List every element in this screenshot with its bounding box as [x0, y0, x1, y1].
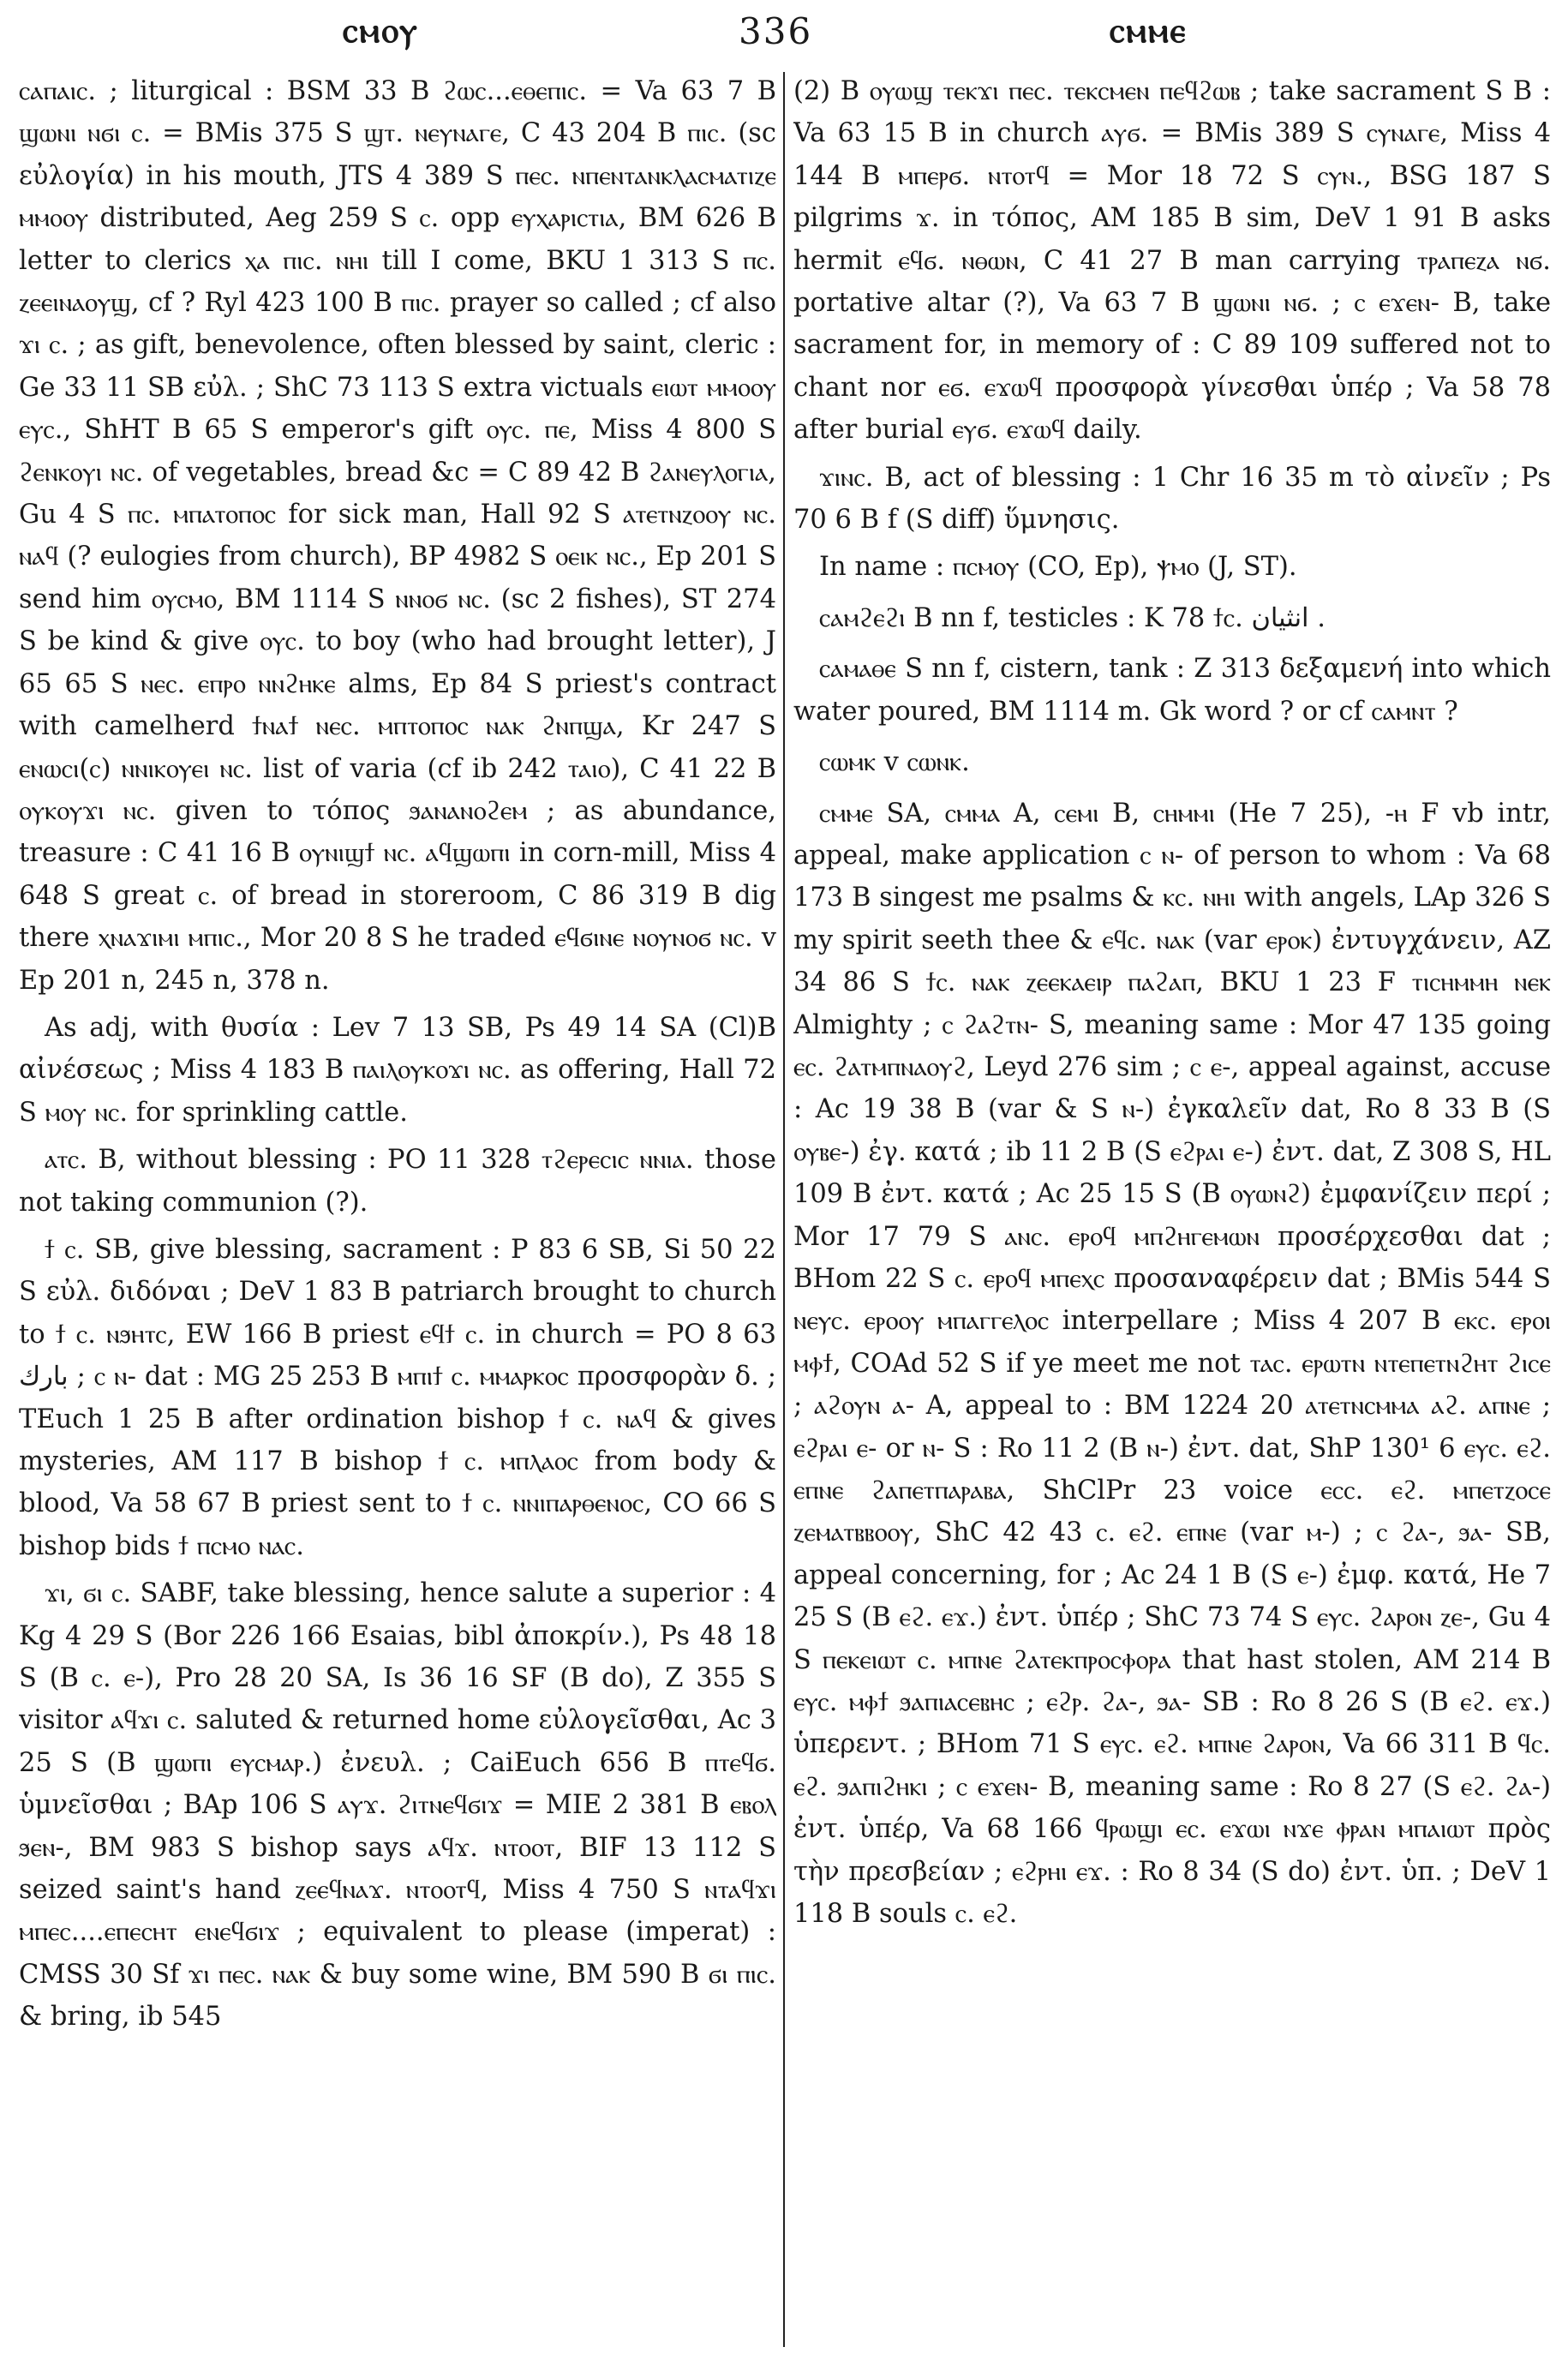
entry-paragraph: ⲥⲁⲡⲁⲓⲥ. ; liturgical : BSM 33 B ϩⲱⲥ...ⲉⲑⲉⲡⲓⲥ. = Va 63 7 B ϣⲱⲛⲓ ⲛϭⲓ ⲥ. = BMis 375 S ϣⲧ. ⲛⲉⲩⲛⲁⲅⲉ, C 43 204 B ⲡⲓⲥ. (sc εὐλογία) in his mouth, JTS 4 389 S ⲡⲉⲥ. ⲛⲡⲉⲛⲧⲁⲛⲕⲗⲁⲥⲙⲁⲧⲓⲍⲉ ⲙⲙⲟⲟⲩ distributed, Aeg 259 S ⲥ. opp ⲉⲩⲭⲁⲣⲓⲥⲧⲓⲁ, BM 626 B letter to clerics ⲭⲁ ⲡⲓⲥ. ⲛⲏⲓ till I come, BKU 1 313 S ⲡⲥ. ⲍⲉⲉⲓⲛⲁⲟⲩϣ, cf ? Ryl 423 100 B ⲡⲓⲥ. prayer so called ; cf also ϫⲓ ⲥ. ; as gift, benevolence, often blessed by saint, cleric : Ge 33 11 SB εὐλ. ; ShC 73 113 S extra victuals ⲉⲓⲱⲧ ⲙⲙⲟⲟⲩ ⲉⲩⲥ., ShHT B 65 S emperor's gift ⲟⲩⲥ. ⲡⲉ, Miss 4 800 S ϩⲉⲛⲕⲟⲩⲓ ⲛⲥ. of vegetables, bread &c = C 89 42 B ϩⲁⲛⲉⲩⲗⲟⲅⲓⲁ, Gu 4 S ⲡⲥ. ⲙⲡⲁⲧⲟⲡⲟⲥ for sick man, Hall 92 S ⲁⲧⲉⲧⲛⲍⲟⲟⲩ ⲛⲥ. ⲛⲁϥ (? eulogies from church), BP 4982 S ⲟⲉⲓⲕ ⲛⲥ., Ep 201 S send him ⲟⲩⲥⲙⲟ, BM 1114 S ⲛⲛⲟϭ ⲛⲥ. (sc 2 fishes), ST 274 S be kind & give ⲟⲩⲥ. to boy (who had brought letter), J 65 65 S ⲛⲉⲥ. ⲉⲡⲣⲟ ⲛⲛϩⲏⲕⲉ alms, Ep 84 S priest's contract with camelherd ϯⲛⲁϯ ⲛⲉⲥ. ⲙⲡⲧⲟⲡⲟⲥ ⲛⲁⲕ ϩⲛⲡϣⲁ, Kr 247 S ⲉⲛⲱⲥⲓ(ⲥ) ⲛⲛⲓⲕⲟⲩⲉⲓ ⲛⲥ. list of varia (cf ib 242 ⲧⲁⲓⲟ), C 41 22 B ⲟⲩⲕⲟⲩϫⲓ ⲛⲥ. given to τόπος ϧⲁⲛⲁⲛⲟϩⲉⲙ ; as abundance, treasure : C 41 16 B ⲟⲩⲛⲓϣϯ ⲛⲥ. ⲁϥϣⲱⲡⲓ in corn-mill, Miss 4 648 S great ⲥ. of bread in storeroom, C 86 319 B dig there ⲭⲛⲁϫⲓⲙⲓ ⲙⲡⲓⲥ., Mor 20 8 S he traded ⲉϥϭⲓⲛⲉ ⲛⲟⲩⲛⲟϭ ⲛⲥ. v Ep 201 n, 245 n, 378 n.: [19, 76, 776, 996]
lemma-entry: ⲥⲙⲙⲉ SA, ⲥⲙⲙⲁ A, ⲥⲉⲙⲓ B, ⲥⲏⲙⲙⲓ (He 7 25), -ⲏ F vb intr, appeal, make application ⲥ ⲛ- of person to whom : Va 68 173 B singest me psalms & ⲕⲥ. ⲛⲏⲓ with angels, LAp 326 S my spirit seeth thee & ⲉϥⲥ. ⲛⲁⲕ (var ⲉⲣⲟⲕ) ἐντυγχάνειν, AZ 34 86 S ϯⲥ. ⲛⲁⲕ ⲍⲉⲉⲕⲁⲉⲓⲣ ⲡⲁϩⲁⲡ, BKU 1 23 F ⲧⲓⲥⲏⲙⲙⲏ ⲛⲉⲕ Almighty ; ⲥ ϩⲁϩⲧⲛ- S, meaning same : Mor 47 135 going ⲉⲥ. ϩⲁⲧⲙⲡⲛⲁⲟⲩϩ, Leyd 276 sim ; ⲥ ⲉ-, appeal against, accuse : Ac 19 38 B (var & S ⲛ-) ἐγκαλεῖν dat, Ro 8 33 B (S ⲟⲩⲃⲉ-) ἐγ. κατά ; ib 11 2 B (S ⲉϩⲣⲁⲓ ⲉ-) ἐντ. dat, Z 308 S, HL 109 B ἐντ. κατά ; Ac 25 15 S (B ⲟⲩⲱⲛϩ) ἐμφανίζειν περί ; Mor 17 79 S ⲁⲛⲥ. ⲉⲣⲟϥ ⲙⲡϩⲏⲅⲉⲙⲱⲛ προσέρχεσθαι dat ; BHom 22 S ⲥ. ⲉⲣⲟϥ ⲙⲡⲉⲭⲥ προσαναφέρειν dat ; BMis 544 S ⲛⲉⲩⲥ. ⲉⲣⲟⲟⲩ ⲙⲡⲁⲅⲅⲉⲗⲟⲥ interpellare ; Miss 4 207 B ⲉⲕⲥ. ⲉⲣⲟⲓ ⲙⲫϯ, COAd 52 S if ye meet me not ⲧⲁⲥ. ⲉⲣⲱⲧⲛ ⲛⲧⲉⲡⲉⲧⲛϩⲏⲧ ϩⲓⲥⲉ ; ⲁϩⲟⲩⲛ ⲁ- A, appeal to : BM 1224 20 ⲁⲧⲉⲧⲛⲥⲙⲙⲁ ⲁϩ. ⲁⲡⲛⲉ ; ⲉϩⲣⲁⲓ ⲉ- or ⲛ- S : Ro 11 2 (B ⲛ-) ἐντ. dat, ShP 130¹ 6 ⲉⲩⲥ. ⲉϩ. ⲉⲡⲛⲉ ϩⲁⲡⲉⲧⲡⲁⲣⲁⲃⲁ, ShClPr 23 voice ⲉⲥⲥ. ⲉϩ. ⲙⲡⲉⲧⲍⲟⲥⲉ ⲍⲉⲙⲁⲧⲃⲃⲟⲟⲩ, ShC 42 43 ⲥ. ⲉϩ. ⲉⲡⲛⲉ (var ⲙ-) ; ⲥ ϩⲁ-, ϧⲁ- SB, appeal concerning, for ; Ac 24 1 B (S ⲉ-) ἐμφ. κατά, He 7 25 S (B ⲉϩ. ⲉϫ.) ἐντ. ὑπέρ ; ShC 73 74 S ⲉⲩⲥ. ϩⲁⲣⲟⲛ ⲍⲉ-, Gu 4 S ⲡⲉⲕⲉⲓⲱⲧ ⲥ. ⲙⲡⲛⲉ ϩⲁⲧⲉⲕⲡⲣⲟⲥⲫⲟⲣⲁ that hast stolen, AM 214 B ⲉⲩⲥ. ⲙⲫϯ ϧⲁⲡⲓⲁⲥⲉⲃⲏⲥ ; ⲉϩⲣ. ϩⲁ-, ϧⲁ- SB : Ro 8 26 S (B ⲉϩ. ⲉϫ.) ὑπερεντ. ; BHom 71 S ⲉⲩⲥ. ⲉϩ. ⲙⲡⲛⲉ ϩⲁⲣⲟⲛ, Va 66 311 B ϥⲥ. ⲉϩ. ϧⲁⲡⲓϩⲏⲕⲓ ; ⲥ ⲉϫⲉⲛ- B, meaning same : Ro 8 27 (S ⲉϩ. ϩⲁ-) ἐντ. ὑπέρ, Va 68 166 ϥⲣⲱϣⲓ ⲉⲥ. ⲉϫⲱⲓ ⲛϫⲉ ⲫⲣⲁⲛ ⲙⲡⲁⲓⲱⲧ πρὸς τὴν πρεσβείαν ; ⲉϩⲣⲏⲓ ⲉϫ. : Ro 8 34 (S do) ἐντ. ὑπ. ; DeV 1 118 B souls ⲥ. ⲉϩ.: [793, 798, 1551, 1930]
lemma-entry: ⲥⲁⲙϩⲉϩⲓ B nn f, testicles : K 78 ϯⲥ. انثيان .: [819, 602, 1326, 633]
page-number: 336: [739, 10, 813, 52]
running-head-left: ⲥⲙⲟⲩ: [343, 10, 419, 51]
entry-paragraph: ϫⲓⲛⲥ. B, act of blessing : 1 Chr 16 35 m τὸ αἰνεῖν ; Ps 70 6 B f (S diff) ὕμνησις.: [793, 462, 1551, 536]
running-head-right: ⲥⲙⲙⲉ: [1110, 10, 1188, 51]
column-divider: [783, 72, 785, 2347]
left-column: [19, 70, 776, 2358]
right-column: [793, 70, 1551, 2358]
lemma-entry: ⲥⲱⲙⲕ v ⲥⲱⲛⲕ.: [819, 747, 970, 778]
entry-paragraph: ϫⲓ, ϭⲓ ⲥ. SABF, take blessing, hence salute a superior : 4 Kg 4 29 S (Bor 226 166 Esaias, bibl ἀποκρίν.), Ps 48 18 S (B ⲥ. ⲉ-), Pro 28 20 SA, Is 36 16 SF (B do), Z 355 S visitor ⲁϥϫⲓ ⲥ. saluted & returned home εὐλογεῖσθαι, Ac 3 25 S (B ϣⲱⲡⲓ ⲉⲩⲥⲙⲁⲣ.) ἐνευλ. ; CaiEuch 656 B ⲡⲧⲉϥϭ. ὑμνεῖσθαι ; BAp 106 S ⲁⲩϫ. ϩⲓⲧⲛⲉϥϭⲓϫ = MIE 2 381 B ⲉⲃⲟⲗ ϧⲉⲛ-, BM 983 S bishop says ⲁϥϫ. ⲛⲧⲟⲟⲧ, BIF 13 112 S seized saint's hand ⲍⲉⲉϥⲛⲁϫ. ⲛⲧⲟⲟⲧϥ, Miss 4 750 S ⲛⲧⲁϥϫⲓ ⲙⲡⲉⲥ....ⲉⲡⲉⲥⲏⲧ ⲉⲛⲉϥϭⲓϫ ; equivalent to please (imperat) : CMSS 30 Sf ϫⲓ ⲡⲉⲥ. ⲛⲁⲕ & buy some wine, BM 590 B ϭⲓ ⲡⲓⲥ. & bring, ib 545: [19, 1578, 776, 2033]
page-header: [0, 0, 1568, 69]
lemma-entry: ⲥⲁⲙⲁⲑⲉ S nn f, cistern, tank : Z 313 δεξαμενή into which water poured, BM 1114 m. Gk word ? or cf ⲥⲁⲙⲛⲧ ?: [793, 654, 1551, 727]
entry-paragraph: ⲁⲧⲥ. B, without blessing : PO 11 328 ⲧϩⲉⲣⲉⲥⲓⲥ ⲛⲛⲓⲁ. those not taking communion (?).: [19, 1145, 776, 1218]
entry-paragraph: (2) B ⲟⲩⲱϣ ⲧⲉⲕϫⲓ ⲡⲉⲥ. ⲧⲉⲕⲥⲙⲉⲛ ⲡⲉϥϩⲱⲃ ; take sacrament S B : Va 63 15 B in church ⲁⲩϭ. = BMis 389 S ⲥⲩⲛⲁⲅⲉ, Miss 4 144 B ⲙⲡⲉⲣϭ. ⲛⲧⲟⲧϥ = Mor 18 72 S ⲥⲩⲛ., BSG 187 S pilgrims ϫ. in τόπος, AM 185 B sim, DeV 1 91 B asks hermit ⲉϥϭ. ⲛⲑⲱⲛ, C 41 27 B man carrying ⲧⲣⲁⲡⲉⲍⲁ ⲛϭ. portative altar (?), Va 63 7 B ϣⲱⲛⲓ ⲛϭ. ; ⲥ ⲉϫⲉⲛ- B, take sacrament for, in memory of : C 89 109 suffered not to chant nor ⲉϭ. ⲉϫⲱϥ προσφορὰ γίνεσθαι ὑπέρ ; Va 58 78 after burial ⲉⲩϭ. ⲉϫⲱϥ daily.: [793, 76, 1551, 446]
entry-paragraph: ϯ ⲥ. SB, give blessing, sacrament : P 83 6 SB, Si 50 22 S εὐλ. διδόναι ; DeV 1 83 B patriarch brought to church to ϯ ⲥ. ⲛϧⲏⲧⲥ, EW 166 B priest ⲉϥϯ ⲥ. in church = PO 8 63 بارك ; ⲥ ⲛ- dat : MG 25 253 B ⲙⲡⲓϯ ⲥ. ⲙⲙⲁⲣⲕⲟⲥ προσφορὰν δ. ; TEuch 1 25 B after ordination bishop ϯ ⲥ. ⲛⲁϥ & gives mysteries, AM 117 B bishop ϯ ⲥ. ⲙⲡⲗⲁⲟⲥ from body & blood, Va 58 67 B priest sent to ϯ ⲥ. ⲛⲛⲓⲡⲁⲣⲑⲉⲛⲟⲥ, CO 66 S bishop bids ϯ ⲡⲥⲙⲟ ⲛⲁⲥ.: [19, 1234, 776, 1561]
entry-paragraph: In name : ⲡⲥⲙⲟⲩ (CO, Ep), ⲯⲙⲟ (J, ST).: [819, 552, 1297, 583]
entry-paragraph: As adj, with θυσία : Lev 7 13 SB, Ps 49 14 SA (Cl)B αἰνέσεως ; Miss 4 183 B ⲡⲁⲓⲗⲟⲩⲕⲟϫⲓ ⲛⲥ. as offering, Hall 72 S ⲙⲟⲩ ⲛⲥ. for sprinkling cattle.: [19, 1012, 776, 1128]
